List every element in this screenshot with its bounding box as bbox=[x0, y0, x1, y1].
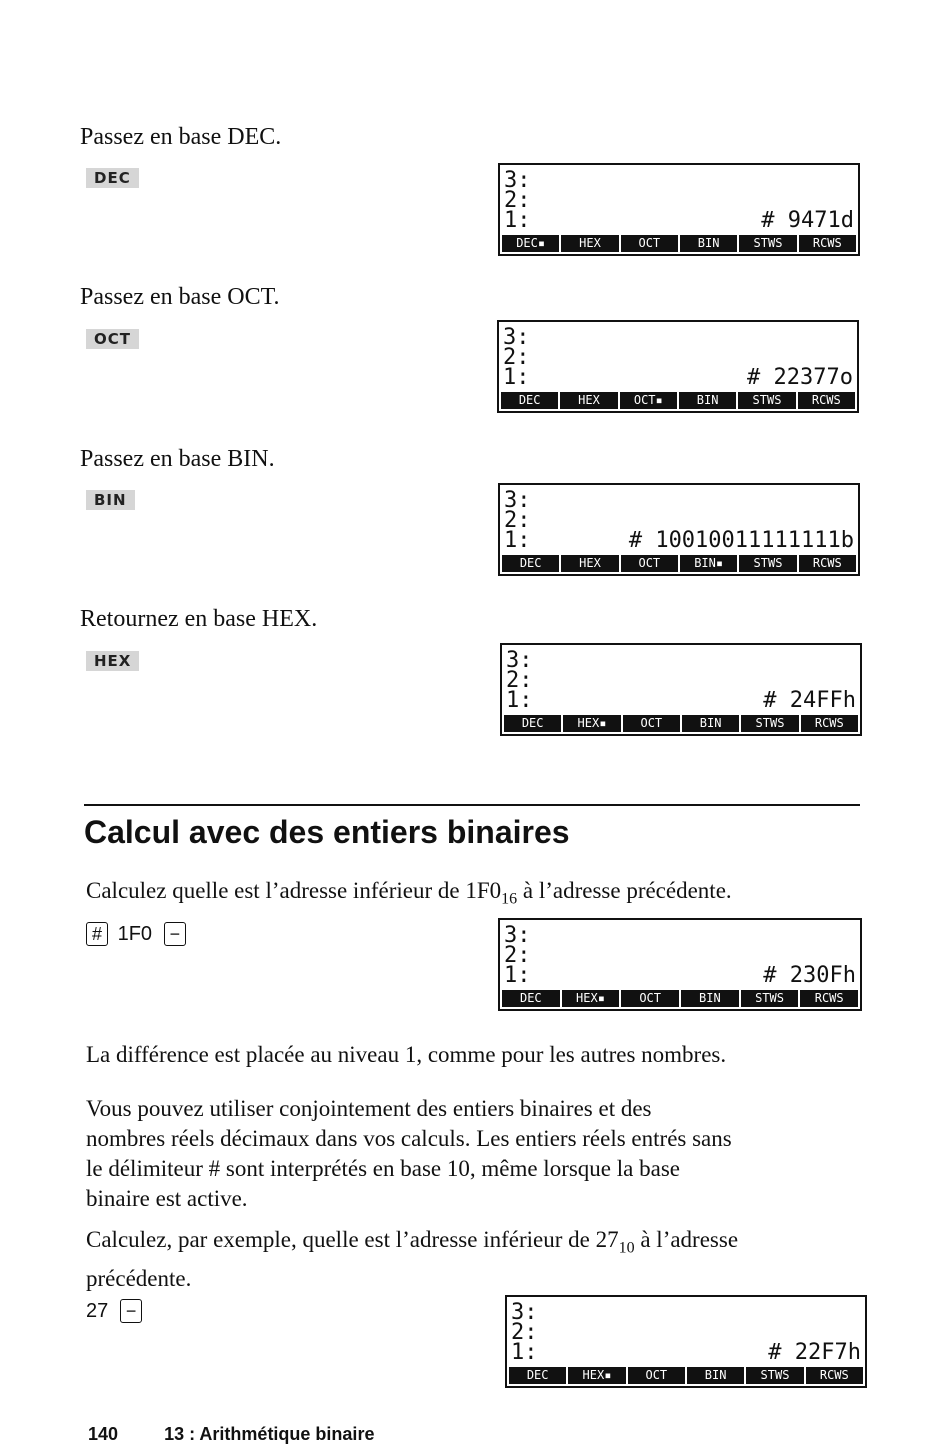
menu-oct[interactable]: OCT bbox=[628, 1367, 685, 1384]
menu-rcws[interactable]: RCWS bbox=[799, 235, 856, 252]
calculator-screen bbox=[498, 918, 862, 1011]
step-instruction: Passez en base OCT. bbox=[80, 284, 280, 310]
step-instruction: Passez en base BIN. bbox=[80, 446, 275, 472]
step-instruction: Passez en base DEC. bbox=[80, 124, 282, 150]
stack-level-3: 3: bbox=[504, 168, 531, 193]
stack-result: # 22F7h bbox=[768, 1340, 861, 1365]
menu-bar bbox=[502, 555, 856, 572]
menu-oct[interactable]: OCT bbox=[623, 715, 680, 732]
stack-level-3: 3: bbox=[503, 325, 530, 350]
paragraph-4: Calculez, par exemple, quelle est l’adresse inférieur de $27_{10}$ à l’adresse précédente. bbox=[86, 1227, 739, 1291]
menu-oct[interactable]: OCT▪ bbox=[620, 392, 677, 409]
minus-key[interactable]: − bbox=[120, 1299, 143, 1323]
paragraph-1: Calculez quelle est l’adresse inférieur de $1F0_{16}$ à l’adresse précédente. bbox=[86, 878, 732, 908]
stack-level-2: 2: bbox=[506, 668, 533, 693]
stack-level-3: 3: bbox=[504, 923, 531, 948]
menu-stws[interactable]: STWS bbox=[746, 1367, 803, 1384]
menu-stws[interactable]: STWS bbox=[739, 235, 796, 252]
menu-hex[interactable]: HEX bbox=[561, 235, 618, 252]
step-instruction: Retournez en base HEX. bbox=[80, 606, 318, 632]
stack-result: # 9471d bbox=[761, 208, 854, 233]
key-sequence-2 bbox=[86, 1299, 146, 1323]
footer bbox=[88, 1424, 374, 1445]
menu-dec[interactable]: DEC bbox=[502, 555, 559, 572]
hash-key[interactable]: # bbox=[86, 922, 108, 946]
dec-softkey[interactable]: DEC bbox=[86, 168, 139, 188]
calculator-screen bbox=[500, 643, 862, 736]
menu-bin[interactable]: BIN▪ bbox=[680, 555, 737, 572]
menu-rcws[interactable]: RCWS bbox=[801, 715, 858, 732]
calculator-screen bbox=[497, 320, 859, 413]
menu-stws[interactable]: STWS bbox=[741, 715, 798, 732]
stack-result: # 22377o bbox=[747, 365, 853, 390]
stack-level-2: 2: bbox=[504, 508, 531, 533]
stack-level-1: 1: # 9471d bbox=[504, 208, 854, 233]
stack-result: # 10010011111111b bbox=[628, 528, 854, 553]
minus-key[interactable]: − bbox=[164, 922, 187, 946]
calculator-screen bbox=[498, 483, 860, 576]
menu-hex[interactable]: HEX bbox=[560, 392, 617, 409]
menu-dec[interactable]: DEC bbox=[501, 392, 558, 409]
oct-softkey[interactable]: OCT bbox=[86, 329, 139, 349]
menu-rcws[interactable]: RCWS bbox=[806, 1367, 863, 1384]
stack-level-1: 1: # 230Fh bbox=[504, 963, 856, 988]
stack-level-2: 2: bbox=[504, 943, 531, 968]
menu-dec[interactable]: DEC bbox=[504, 715, 561, 732]
menu-dec[interactable]: DEC bbox=[502, 990, 560, 1007]
menu-bin[interactable]: BIN bbox=[682, 715, 739, 732]
typed-digits: 27 bbox=[86, 1300, 109, 1322]
menu-dec[interactable]: DEC bbox=[509, 1367, 566, 1384]
stack-result: # 24FFh bbox=[763, 688, 856, 713]
menu-stws[interactable]: STWS bbox=[739, 555, 796, 572]
menu-stws[interactable]: STWS bbox=[738, 392, 795, 409]
menu-bin[interactable]: BIN bbox=[687, 1367, 744, 1384]
stack-level-3: 3: bbox=[506, 648, 533, 673]
menu-rcws[interactable]: RCWS bbox=[799, 555, 856, 572]
menu-bar bbox=[502, 990, 858, 1007]
menu-hex[interactable]: HEX▪ bbox=[562, 990, 620, 1007]
stack-level-2: 2: bbox=[511, 1320, 538, 1345]
stack-level-1: 1: # 24FFh bbox=[506, 688, 856, 713]
menu-oct[interactable]: OCT bbox=[621, 235, 678, 252]
menu-bin[interactable]: BIN bbox=[680, 235, 737, 252]
stack-level-3: 3: bbox=[511, 1300, 538, 1325]
menu-hex[interactable]: HEX▪ bbox=[568, 1367, 625, 1384]
menu-bar bbox=[501, 392, 855, 409]
stack-level-2: 2: bbox=[504, 188, 531, 213]
stack-level-1: 1: # 22F7h bbox=[511, 1340, 861, 1365]
section-heading: Calcul avec des entiers binaires bbox=[84, 814, 570, 850]
page-number: 140 bbox=[88, 1424, 119, 1444]
menu-bin[interactable]: BIN bbox=[679, 392, 736, 409]
chapter-title: 13 : Arithmétique binaire bbox=[164, 1424, 375, 1444]
menu-hex[interactable]: HEX bbox=[561, 555, 618, 572]
hex-softkey[interactable]: HEX bbox=[86, 651, 139, 671]
menu-oct[interactable]: OCT bbox=[621, 990, 679, 1007]
section-divider bbox=[84, 804, 860, 806]
paragraph-3: Vous pouvez utiliser conjointement des entiers binaires et des nombres réels décimaux dans vos calculs. Les entiers réels entrés sans le délimiteur # sont interprétés en base 10, même lorsque la base binaire est active. bbox=[86, 1096, 732, 1211]
stack-result: # 230Fh bbox=[763, 963, 856, 988]
stack-level-3: 3: bbox=[504, 488, 531, 513]
stack-level-1: 1: # 10010011111111b bbox=[504, 528, 854, 553]
paragraph-2: La différence est placée au niveau 1, comme pour les autres nombres. bbox=[86, 1042, 727, 1067]
menu-rcws[interactable]: RCWS bbox=[800, 990, 858, 1007]
typed-digits: 1F0 bbox=[117, 923, 153, 945]
calculator-screen bbox=[505, 1295, 867, 1388]
menu-oct[interactable]: OCT bbox=[621, 555, 678, 572]
menu-dec[interactable]: DEC▪ bbox=[502, 235, 559, 252]
menu-bar bbox=[502, 235, 856, 252]
menu-bar bbox=[504, 715, 858, 732]
menu-bar bbox=[509, 1367, 863, 1384]
menu-rcws[interactable]: RCWS bbox=[798, 392, 855, 409]
menu-bin[interactable]: BIN bbox=[681, 990, 739, 1007]
bin-softkey[interactable]: BIN bbox=[86, 490, 135, 510]
menu-hex[interactable]: HEX▪ bbox=[563, 715, 620, 732]
stack-level-2: 2: bbox=[503, 345, 530, 370]
key-sequence-1 bbox=[86, 922, 190, 946]
menu-stws[interactable]: STWS bbox=[741, 990, 799, 1007]
stack-level-1: 1: # 22377o bbox=[503, 365, 853, 390]
calculator-screen bbox=[498, 163, 860, 256]
